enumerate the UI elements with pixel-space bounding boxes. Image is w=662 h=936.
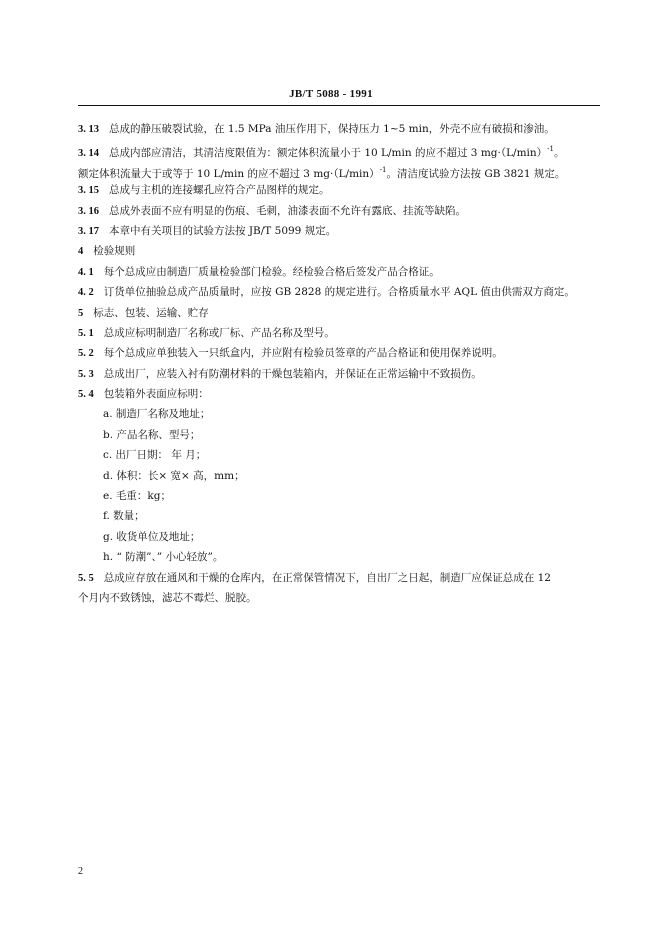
list-item: a. 制造厂名称及地址； xyxy=(103,408,211,421)
section-title: 标志、包装、运输、贮存 xyxy=(93,306,209,319)
clause-3-14-continued xyxy=(78,160,600,180)
document-header: JB/T 5088 - 1991 xyxy=(289,88,373,100)
clause-text: 总成出厂，应装入衬有防潮材料的干燥包装箱内，并保证在正常运输中不致损伤。 xyxy=(103,367,482,380)
clause-text: 总成的静压破裂试验，在 1.5 MPa 油压作用下，保持压力 1~5 min，外壳不应有破损和渗油。 xyxy=(109,123,555,135)
clause-text: 每个总成应单独装入一只纸盒内，并应附有检验员签章的产品合格证和使用保养说明。 xyxy=(103,347,503,360)
clause-text: 总成应存放在通风和干燥的仓库内，在正常保管情况下，自出厂之日起，制造厂应保证总成在 12 xyxy=(103,571,551,584)
clause-number: 3. 13 xyxy=(78,124,99,135)
clause-text: 订货单位抽验总成产品质量时，应按 GB 2828 的规定进行。合格质量水平 AQL 值由供需双方商定。 xyxy=(103,286,575,299)
clause-number: 5. 4 xyxy=(78,389,94,401)
header-rule xyxy=(78,105,600,106)
list-item: c. 出厂日期： 年 月； xyxy=(103,449,207,462)
list-item: f. 数量； xyxy=(103,510,145,523)
superscript: -1 xyxy=(547,145,554,154)
clause-number: 4. 2 xyxy=(78,287,94,299)
list-item: e. 毛重：kg； xyxy=(103,490,171,503)
clause-number: 3. 16 xyxy=(78,205,99,217)
clause-number: 3. 17 xyxy=(78,225,99,237)
list-item: g. 收货单位及地址； xyxy=(103,530,201,543)
clause-text: 额定体积流量大于或等于 10 L/min 的应不超过 3 mg·（L/min） xyxy=(78,167,380,180)
clause-text: 总成外表面不应有明显的伤痕、毛刺，油漆表面不允许有露底、挂流等缺陷。 xyxy=(109,204,466,217)
clause-4-2 xyxy=(78,282,600,302)
clause-number: 5. 5 xyxy=(78,572,94,584)
clause-text: 总成应标明制造厂名称或厂标、产品名称及型号。 xyxy=(103,326,335,339)
list-item: d. 体积：长× 宽× 高，mm； xyxy=(103,469,245,482)
clause-text: 。 xyxy=(554,147,565,160)
clause-number: 5. 3 xyxy=(78,368,94,380)
superscript: -1 xyxy=(379,165,387,174)
section-5-heading xyxy=(78,303,600,323)
clause-number: 3. 15 xyxy=(78,185,99,197)
clause-4-1 xyxy=(78,262,600,282)
clause-5-1 xyxy=(78,323,600,343)
clause-5-3 xyxy=(78,364,600,384)
section-number: 5 xyxy=(78,307,84,319)
clause-5-4 xyxy=(78,384,600,404)
clause-3-16 xyxy=(78,201,600,221)
clause-text: 每个总成应由制造厂质量检验部门检验。经检验合格后签发产品合格证。 xyxy=(103,265,440,278)
section-number: 4 xyxy=(78,246,84,258)
clause-number: 4. 1 xyxy=(78,266,94,278)
clause-3-14 xyxy=(78,139,600,159)
clause-5-2 xyxy=(78,343,600,363)
clause-number: 3. 14 xyxy=(78,148,99,160)
document-body xyxy=(78,119,600,608)
list-item: b. 产品名称、型号； xyxy=(103,428,201,441)
clause-text: 本章中有关项目的试验方法按 JB/T 5099 规定。 xyxy=(109,224,337,237)
section-4-heading xyxy=(78,241,600,261)
clause-3-17 xyxy=(78,221,600,241)
clause-5-5 xyxy=(78,568,600,588)
list-item: h. “ 防潮”、” 小心轻放”。 xyxy=(103,551,224,564)
clause-text: 包装箱外表面应标明： xyxy=(103,388,209,401)
clause-text: 。清洁度试验方法按 GB 3821 规定。 xyxy=(386,167,566,180)
clause-text: 总成与主机的连接螺孔应符合产品图样的规定。 xyxy=(109,184,330,197)
clause-3-15 xyxy=(78,180,600,200)
clause-5-5-continued xyxy=(78,588,600,608)
clause-number: 5. 2 xyxy=(78,348,94,360)
section-title: 检验规则 xyxy=(93,245,136,258)
clause-text: 个月内不致锈蚀，滤芯不霉烂、脱胶。 xyxy=(78,591,257,604)
clause-3-13 xyxy=(78,119,600,139)
clause-number: 5. 1 xyxy=(78,327,94,339)
clause-text: 总成内部应清洁，其清洁度限值为：额定体积流量小于 10 L/min 的应不超过 3 mg·（L/min） xyxy=(109,147,548,160)
page-number: 2 xyxy=(78,866,83,877)
